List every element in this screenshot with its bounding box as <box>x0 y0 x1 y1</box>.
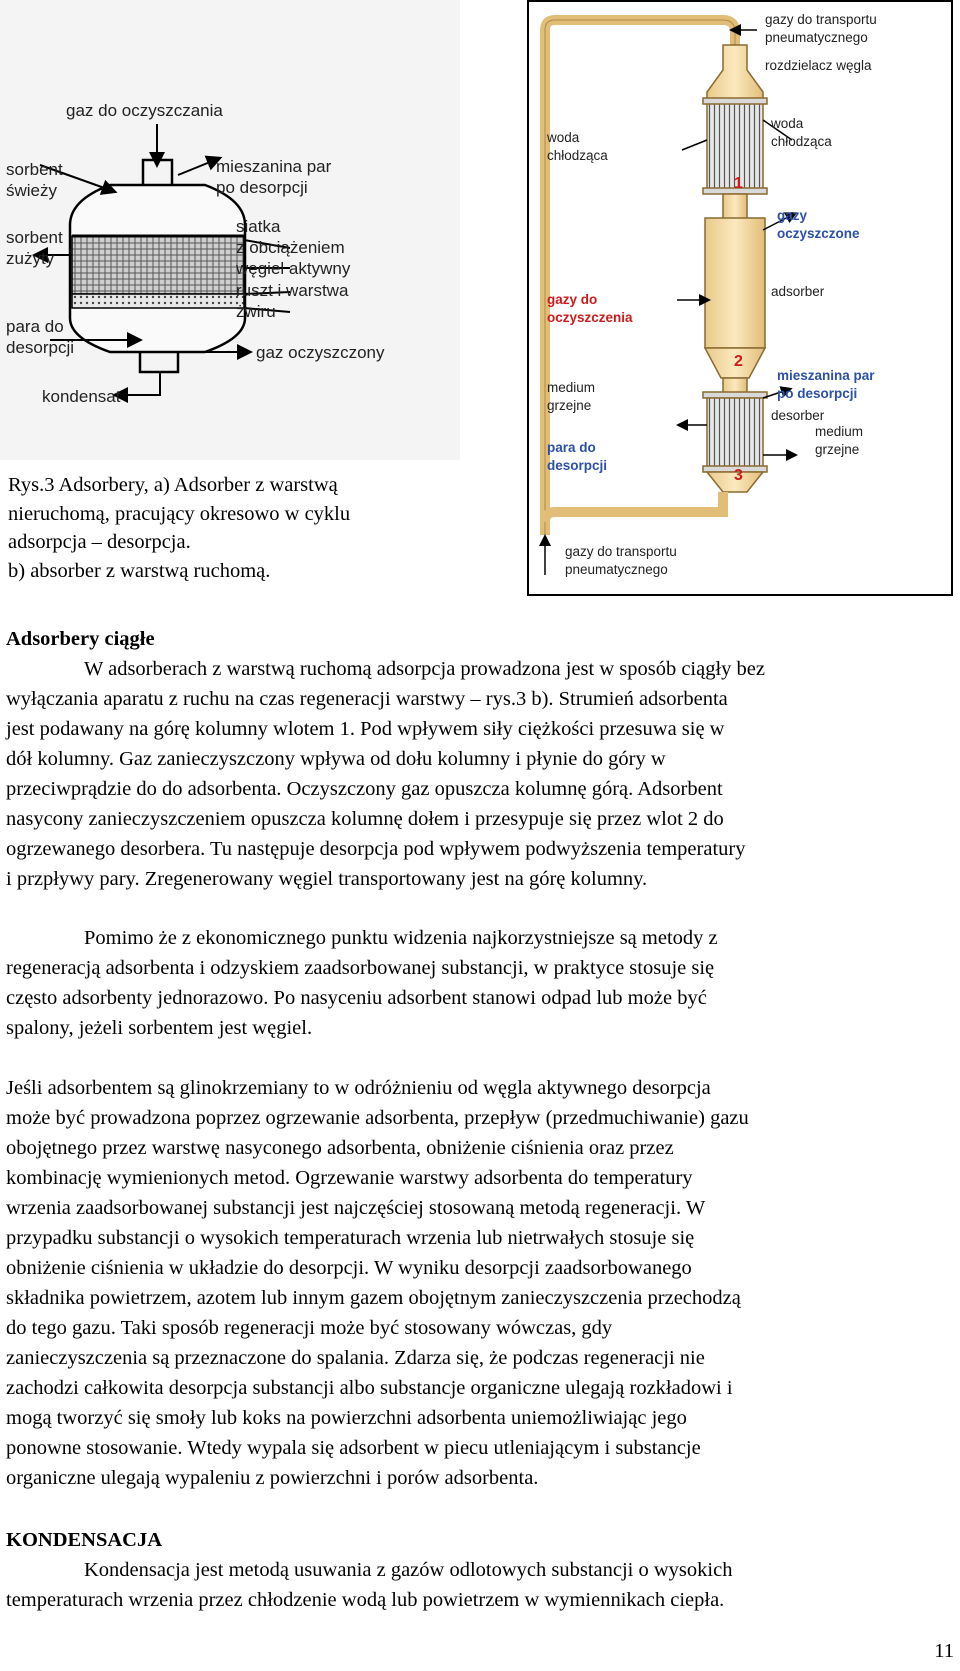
fig-b-distributor-label: rozdzielacz węgla <box>765 58 872 73</box>
body-line: ogrzewanego desorbera. Tu następuje desorpcja pod wpływem podwyższenia temperatury <box>6 838 746 860</box>
fig-b-clean-gas-label: gazy <box>777 208 808 223</box>
body-line: regeneracją adsorbenta i odzyskiem zaadsorbowanej substancji, w praktyce stosuje się <box>6 957 715 979</box>
fig-b-water-left-label: woda <box>547 130 580 145</box>
fig-b-water-right-label: woda <box>771 116 804 131</box>
fig-a-grid-label-2: z obciążeniem <box>236 238 345 257</box>
fig-a-gravel-label: żwiru <box>236 302 276 321</box>
body-line: spalony, jeżeli sorbentem jest węgiel. <box>6 1017 313 1039</box>
fig-b-steam-label-2: desorpcji <box>547 458 608 473</box>
figure-b-moving-bed-adsorber <box>527 0 953 596</box>
body-line: do tego gazu. Taki sposób regeneracji może być stosowany wówczas, gdy <box>6 1317 613 1339</box>
fig-a-steam-label: para do <box>6 317 64 336</box>
body-line: przypadku substancji o wysokich temperaturach wrzenia lub nietrwałych stosuje się <box>6 1227 695 1249</box>
fig-a-vapour-mix-label: mieszanina par <box>216 157 332 176</box>
fig-b-desorber-label: desorber <box>771 408 825 423</box>
gravel-layer <box>72 294 244 308</box>
body-line: i przpływy pary. Zregenerowany węgiel transportowany jest na górę kolumny. <box>6 868 648 890</box>
body-line: może być prowadzona poprzez ogrzewanie adsorbenta, przepływ (przedmuchiwanie) gazu <box>6 1107 749 1129</box>
body-line: kombinację wymienionych metod. Ogrzewanie warstwy adsorbenta do temperatury <box>6 1167 693 1189</box>
page-number: 11 <box>934 1640 954 1662</box>
fig-b-number-2: 2 <box>734 353 743 370</box>
fig-b-transport-bottom-label: gazy do transportu <box>565 544 677 559</box>
fig-a-used-sorbent-label-2: zużyty <box>6 249 55 268</box>
body-line: często adsorbenty jednorazowo. Po nasyceniu adsorbent stanowi odpad lub może być <box>6 987 707 1009</box>
paragraph-economics <box>6 923 956 1043</box>
fig-b-mix-label: mieszanina par <box>777 368 875 383</box>
section-heading: Adsorbery ciągłe <box>6 628 155 650</box>
fig-b-inlet-label: gazy do <box>547 292 598 307</box>
fig-a-vapour-mix-label-2: po desorpcji <box>216 178 308 197</box>
figure-caption <box>8 471 350 585</box>
body-line: W adsorberach z warstwą ruchomą adsorpcja prowadzona jest w sposób ciągły bez <box>84 658 765 680</box>
body-line: obojętnego przez warstwę nasyconego adsorbenta, obniżenie ciśnienia oraz przez <box>6 1137 674 1159</box>
fig-b-medium-left-label: medium <box>547 380 596 395</box>
fig-a-condensate-label: kondensat <box>42 387 121 406</box>
fig-b-transport-bottom-label-2: pneumatycznego <box>565 562 668 577</box>
caption-line: Rys.3 Adsorbery, a) Adsorber z warstwą <box>8 474 338 496</box>
body-line: zanieczyszczenia są przeznaczone do spalania. Zdarza się, że podczas regeneracji nie <box>6 1347 705 1369</box>
body-line: przeciwprądzie do do adsorbenta. Oczyszczony gaz opuszcza kolumnę górą. Adsorbent <box>6 778 723 800</box>
figure-a-fixed-bed-adsorber <box>0 0 460 460</box>
fig-b-number-3: 3 <box>734 467 743 484</box>
fig-b-number-1: 1 <box>734 175 743 192</box>
fig-b-mix-label-2: po desorpcji <box>777 386 858 401</box>
body-line: Pomimo że z ekonomicznego punktu widzenia najkorzystniejsze są metody z <box>84 927 718 949</box>
body-line: Jeśli adsorbentem są glinokrzemiany to w odróżnieniu od węgla aktywnego desorpcja <box>6 1077 711 1099</box>
fig-a-carbon-label: węgiel aktywny <box>236 259 351 278</box>
fig-b-steam-label: para do <box>547 440 596 455</box>
activated-carbon-bed <box>72 236 244 294</box>
fig-b-medium-right-label-2: grzejne <box>815 442 860 457</box>
body-line: Kondensacja jest metodą usuwania z gazów odlotowych substancji o wysokich <box>84 1559 733 1581</box>
body-line: jest podawany na górę kolumny wlotem 1. Pod wpływem siły ciężkości przesuwa się w <box>6 718 725 740</box>
body-line: organiczne ulegają wypaleniu z powierzchni i porów adsorbenta. <box>6 1467 539 1489</box>
fig-a-used-sorbent-label: sorbent <box>6 228 63 247</box>
fig-b-clean-gas-label-2: oczyszczone <box>777 226 860 241</box>
body-line: mogą tworzyć się smoły lub koks na powierzchni adsorbenta uniemożliwiając jego <box>6 1407 687 1429</box>
caption-line: nieruchomą, pracujący okresowo w cyklu <box>8 502 351 525</box>
fig-a-gas-in-label: gaz do oczyszczania <box>66 101 223 120</box>
body-line: składnika powietrzem, azotem lub innym gazem obojętnym zanieczyszczenia przechodzą <box>6 1287 741 1309</box>
caption-line: b) absorber z warstwą ruchomą. <box>8 559 271 582</box>
fig-b-water-left-label-2: chłodząca <box>547 148 608 163</box>
fig-b-transport-top-label-2: pneumatycznego <box>765 30 868 45</box>
fig-b-water-right-label-2: chłodząca <box>771 134 832 149</box>
fig-b-medium-right-label: medium <box>815 424 864 439</box>
fig-a-grid-label: siatka <box>236 217 281 236</box>
caption-line: adsorpcja – desorpcja. <box>8 531 191 553</box>
fig-b-inlet-label-2: oczyszczenia <box>547 310 633 325</box>
body-line: dół kolumny. Gaz zanieczyszczony wpływa od dołu kolumny i płynie do góry w <box>6 748 666 770</box>
fig-a-grate-label: ruszt i warstwa <box>236 281 349 300</box>
body-line: nasycony zanieczyszczeniem opuszcza kolumnę dołem i przesypuje się przez wlot 2 do <box>6 808 724 830</box>
body-line: temperaturach wrzenia przez chłodzenie wodą lub powietrzem w wymiennikach ciepła. <box>6 1589 725 1611</box>
body-line: zachodzi całkowita desorpcja substancji albo substancje organiczne ulegają rozkładowi i <box>6 1377 733 1399</box>
section-condensation <box>6 1525 956 1615</box>
section-continuous-adsorbers <box>6 624 956 894</box>
body-line: ponowne stosowanie. Wtedy wypala się adsorbent w piecu utleniającym i substancje <box>6 1437 701 1459</box>
fig-a-steam-label-2: desorpcji <box>6 338 75 357</box>
fig-a-fresh-sorbent-label: sorbent <box>6 160 63 179</box>
fig-a-fresh-sorbent-label-2: świeży <box>6 181 58 200</box>
fig-b-transport-top-label: gazy do transportu <box>765 12 877 27</box>
paragraph-regeneration <box>6 1073 956 1493</box>
fig-b-medium-left-label-2: grzejne <box>547 398 592 413</box>
body-line: wyłączania aparatu z ruchu na czas regeneracji warstwy – rys.3 b). Strumień adsorbenta <box>6 688 728 710</box>
body-line: obniżenie ciśnienia w układzie do desorpcji. W wyniku desorpcji zaadsorbowanego <box>6 1257 692 1279</box>
fig-b-adsorber-label: adsorber <box>771 284 825 299</box>
section-heading: KONDENSACJA <box>6 1529 163 1551</box>
body-line: wrzenia zaadsorbowanej substancji jest najczęściej stosowaną metodą regeneracji. W <box>6 1197 706 1219</box>
fig-a-clean-gas-label: gaz oczyszczony <box>256 343 385 362</box>
